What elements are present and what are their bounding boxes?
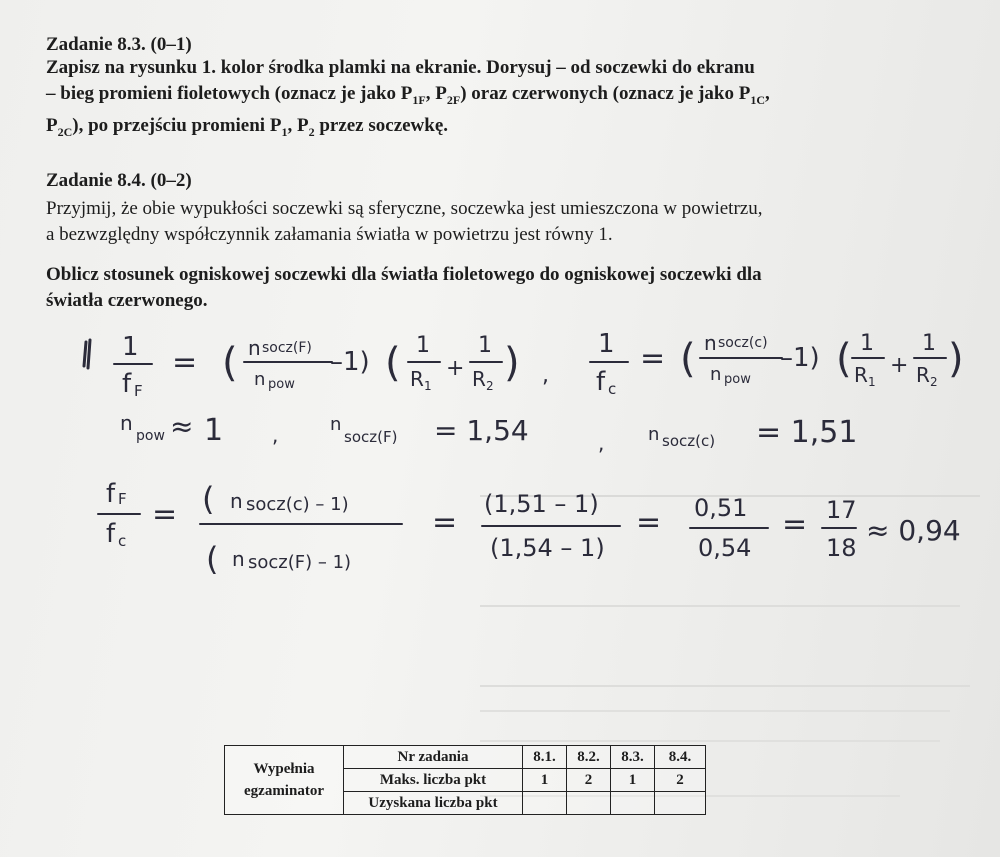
obtained-points-8-4[interactable] (655, 792, 706, 815)
ratio-equals-1: = (152, 497, 178, 532)
eq2-n-socz: n (704, 331, 717, 355)
n-socz-f-sub: socz(F) (344, 428, 398, 446)
eq2-pow-label: pow (724, 372, 751, 387)
n-socz-c-sub: socz(c) (662, 432, 716, 450)
examiner-score-table (224, 745, 706, 815)
n-pow-sub: pow (136, 428, 165, 444)
task-8-4-line-2: a bezwzględny współczynnik załamania światła w powietrzu jest równy 1. (46, 224, 613, 245)
n-pow-value: 1 (204, 413, 224, 448)
n-pow-symbol: n (120, 411, 133, 435)
task-8-4-instruction-line-1: Oblicz stosunek ogniskowej soczewki dla światła fioletowego do ogniskowej soczewki dla (46, 264, 762, 285)
obtained-points-8-1[interactable] (523, 792, 567, 815)
eq2-one-r1: 1 (860, 331, 874, 356)
eq1-n-socz: n (248, 336, 261, 360)
eq1-f: f (122, 369, 132, 399)
ratio-den-frac: 18 (826, 534, 857, 562)
task-8-3-line-2: – bieg promieni fioletowych (oznacz je jako $P_{1F}$, $P_{2F}$) oraz czerwonych (oznacz je jako $P_{1C}$, (46, 83, 770, 107)
eq1-lparen-2: ( (385, 340, 401, 386)
obtained-points-8-2[interactable] (567, 792, 611, 815)
n-socz-f-symbol: n (330, 414, 342, 435)
eq2-socz-label: socz(c) (718, 335, 768, 351)
examiner-label: Wypełnia egzaminator (225, 746, 344, 815)
eq2-plus: + (890, 353, 909, 378)
task-number-label: Nr zadania (344, 746, 523, 769)
eq2-f-sub: c (608, 380, 617, 398)
n-socz-c-value: = 1,51 (756, 415, 858, 450)
separator-comma-1: , (272, 423, 279, 447)
n-pow-approx: ≈ (170, 410, 194, 443)
task-number-8-2: 8.2. (567, 746, 611, 769)
ratio-num-values: (1,51 – 1) (484, 490, 599, 518)
separator-comma-2: , (598, 431, 605, 455)
eq1-plus: + (446, 356, 465, 381)
eq2-rparen: ) (948, 336, 964, 382)
eq1-one-r2: 1 (478, 333, 492, 358)
eq1-n-pow: n (254, 369, 266, 390)
eq2-r1: R (854, 363, 868, 387)
ratio-equals-3: = (636, 505, 662, 540)
eq2-r2: R (916, 363, 930, 387)
eq2-one-r2: 1 (922, 331, 936, 356)
score-row-task-numbers (225, 746, 706, 769)
task-number-8-4: 8.4. (655, 746, 706, 769)
max-points-label: Maks. liczba pkt (344, 769, 523, 792)
task-8-4-line-1: Przyjmij, że obie wypukłości soczewki są sferyczne, soczewka jest umieszczona w powietrzu, (46, 198, 763, 219)
ratio-num-expr: socz(c) – 1) (246, 494, 349, 515)
task-8-3-line-1: Zapisz na rysunku 1. kolor środka plamki na ekranie. Dorysuj – od soczewki do ekranu (46, 57, 755, 78)
eq1-r1: R (410, 367, 424, 391)
focal-ratio-calculation (98, 479, 961, 578)
task-8-4-instruction-line-2: światła czerwonego. (46, 290, 208, 311)
eq2-numerator-one: 1 (598, 329, 615, 359)
ratio-den-diff: 0,54 (698, 534, 752, 562)
obtained-points-label: Uzyskana liczba pkt (344, 792, 523, 815)
ratio-f-bottom-sub: c (118, 532, 127, 550)
ratio-num-lparen: ( (202, 480, 215, 518)
n-socz-f-value: = 1,54 (434, 414, 529, 447)
ratio-f-top-sub: F (118, 490, 127, 508)
eq1-comma: , (542, 363, 549, 388)
eq2-n-pow: n (710, 364, 722, 385)
lens-equation-red (590, 329, 964, 398)
task-8-4-heading: Zadanie 8.4. (0–2) (46, 170, 192, 191)
eq1-numerator-one: 1 (122, 332, 139, 362)
ratio-num-frac: 17 (826, 496, 857, 524)
eq2-r1-sub: 1 (868, 375, 876, 389)
eq1-one-r1: 1 (416, 333, 430, 358)
eq2-lparen-2: ( (836, 336, 852, 382)
ratio-f-top: f (106, 479, 116, 509)
eq2-r2-sub: 2 (930, 375, 938, 389)
ratio-den-n: n (232, 547, 245, 571)
eq1-lparen: ( (222, 340, 238, 386)
eq1-socz-label: socz(F) (262, 340, 312, 356)
task-8-3-heading: Zadanie 8.3. (0–1) (46, 34, 192, 55)
eq1-r1-sub: 1 (424, 379, 432, 393)
ratio-result: ≈ 0,94 (866, 514, 961, 547)
ratio-den-expr: socz(F) – 1) (248, 552, 352, 573)
lens-equation-violet (114, 332, 549, 400)
eq2-equals: = (640, 341, 666, 376)
eq1-pow-label: pow (268, 377, 295, 392)
ratio-equals-2: = (432, 505, 458, 540)
eq2-lparen: ( (680, 336, 696, 382)
eq1-minus-one: –1) (330, 347, 370, 377)
max-points-8-2: 2 (567, 769, 611, 792)
task-8-3-line-3: $P_{2C}$), po przejściu promieni $P_1$, $P_2$ przez soczewkę. (46, 114, 449, 139)
eq2-minus-one: –1) (780, 343, 820, 373)
eq1-equals: = (172, 345, 198, 380)
ratio-num-diff: 0,51 (694, 494, 748, 522)
ratio-den-values: (1,54 – 1) (490, 534, 605, 562)
n-socz-c-symbol: n (648, 424, 660, 445)
max-points-8-4: 2 (655, 769, 706, 792)
eq1-r2-sub: 2 (486, 379, 494, 393)
eq2-f: f (596, 367, 606, 397)
refractive-index-values (120, 410, 857, 455)
ratio-equals-4: = (782, 507, 808, 542)
task-number-8-1: 8.1. (523, 746, 567, 769)
task-number-8-3: 8.3. (611, 746, 655, 769)
ink-bullet-mark (84, 340, 90, 368)
ratio-num-n: n (230, 489, 243, 513)
eq1-r2: R (472, 367, 486, 391)
eq1-rparen: ) (504, 340, 520, 386)
eq1-f-sub: F (134, 382, 143, 400)
max-points-8-1: 1 (523, 769, 567, 792)
ratio-den-lparen: ( (206, 540, 219, 578)
max-points-8-3: 1 (611, 769, 655, 792)
obtained-points-8-3[interactable] (611, 792, 655, 815)
ratio-f-bottom: f (106, 519, 116, 549)
